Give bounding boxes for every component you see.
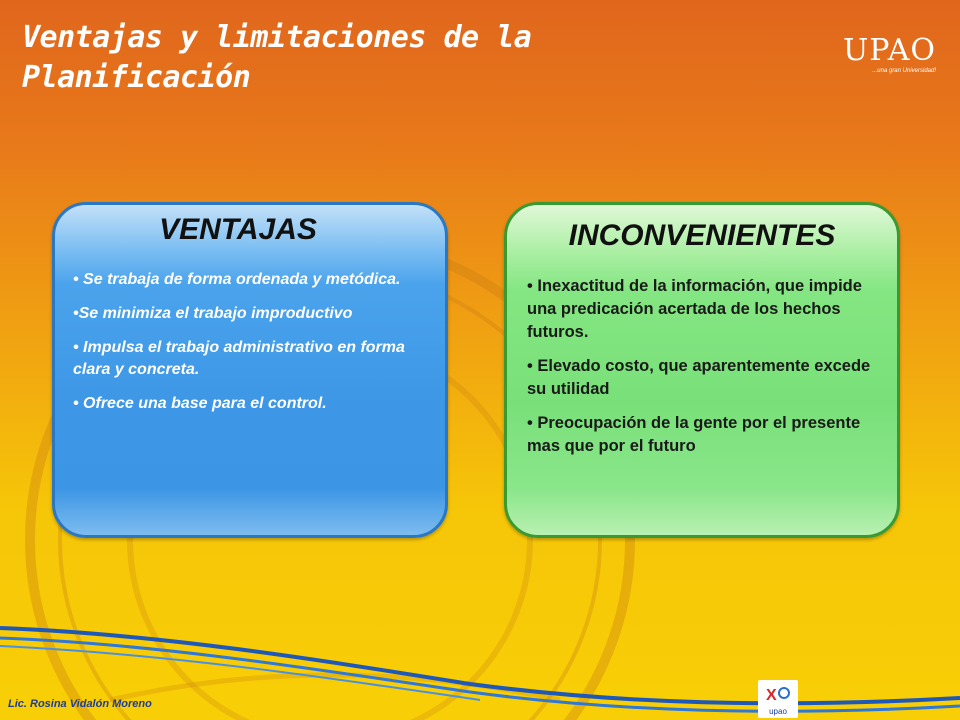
inconvenientes-item: • Preocupación de la gente por el presente mas que por el futuro bbox=[527, 414, 861, 455]
slide-title: Ventajas y limitaciones de la Planificación bbox=[22, 20, 532, 95]
ventajas-item: • Impulsa el trabajo administrativo en forma clara y concreta. bbox=[73, 339, 405, 378]
logo-tagline: ...una gran Universidad! bbox=[872, 68, 936, 74]
ventajas-list bbox=[73, 269, 429, 427]
ventajas-heading: VENTAJAS bbox=[159, 213, 317, 246]
inconvenientes-heading: INCONVENIENTES bbox=[568, 219, 836, 252]
svg-text:upao: upao bbox=[769, 707, 787, 716]
ventajas-panel bbox=[52, 202, 448, 538]
anniversary-badge-logo bbox=[758, 680, 798, 718]
inconvenientes-panel bbox=[504, 202, 900, 538]
ventajas-item: • Se trabaja de forma ordenada y metódica. bbox=[73, 271, 401, 288]
svg-text:X: X bbox=[766, 687, 777, 704]
inconvenientes-list bbox=[527, 275, 887, 469]
upao-logo bbox=[832, 33, 936, 80]
ventajas-item: •Se minimiza el trabajo improductivo bbox=[73, 305, 353, 322]
inconvenientes-item: • Inexactitud de la información, que impide una predicación acertada de los hechos futuros. bbox=[527, 277, 862, 341]
inconvenientes-item: • Elevado costo, que aparentemente excede su utilidad bbox=[527, 357, 871, 398]
logo-text: UPAO bbox=[843, 33, 936, 68]
author-footer: Lic. Rosina Vidalón Moreno bbox=[8, 698, 152, 710]
ventajas-item: • Ofrece una base para el control. bbox=[73, 395, 327, 412]
